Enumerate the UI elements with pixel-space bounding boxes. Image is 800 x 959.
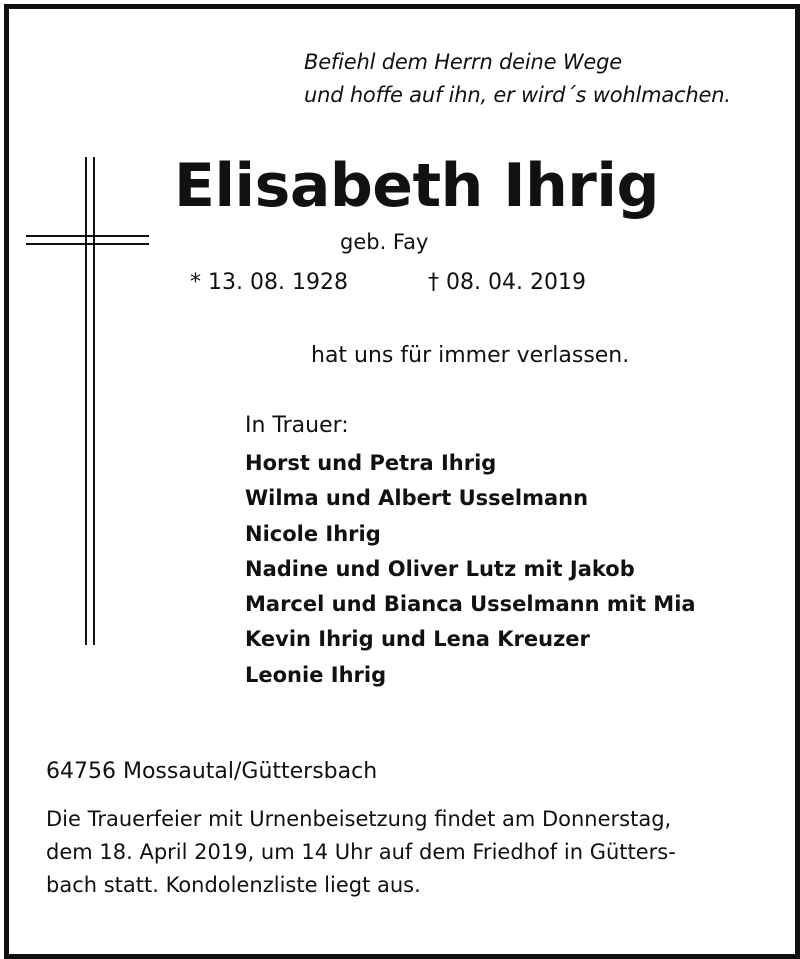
mourner-name: Nadine und Oliver Lutz mit Jakob <box>245 556 635 581</box>
mourner-name: Wilma und Albert Usselmann <box>245 486 589 511</box>
mourner-name: Leonie Ihrig <box>245 662 387 687</box>
quote-line-1: Befiehl dem Herrn deine Wege <box>304 50 622 74</box>
notice-line-3: bach statt. Kondolenzliste liegt aus. <box>46 873 421 897</box>
bible-quote <box>304 46 731 112</box>
mourners-list <box>245 446 696 693</box>
death-date: † 08. 04. 2019 <box>428 270 586 295</box>
mourner-name: Kevin Ihrig und Lena Kreuzer <box>245 627 590 652</box>
mourner-name: Nicole Ihrig <box>245 521 381 546</box>
mourner-name: Horst und Petra Ihrig <box>245 451 497 475</box>
maiden-name: geb. Fay <box>340 230 429 254</box>
notice-line-1: Die Trauerfeier mit Urnenbeisetzung findet am Donnerstag, <box>46 807 672 831</box>
farewell-message: hat uns für immer verlassen. <box>311 343 630 368</box>
notice-line-2: dem 18. April 2019, um 14 Uhr auf dem Friedhof in Gütters- <box>46 840 676 864</box>
location: 64756 Mossautal/Güttersbach <box>46 759 378 784</box>
birth-date: * 13. 08. 1928 <box>190 270 348 295</box>
quote-line-2: und hoffe auf ihn, er wird´s wohlmachen. <box>304 83 731 107</box>
mourner-name: Marcel und Bianca Usselmann mit Mia <box>245 592 696 617</box>
mourning-label: In Trauer: <box>245 413 349 438</box>
deceased-name: Elisabeth Ihrig <box>174 151 659 221</box>
funeral-notice <box>46 803 776 902</box>
